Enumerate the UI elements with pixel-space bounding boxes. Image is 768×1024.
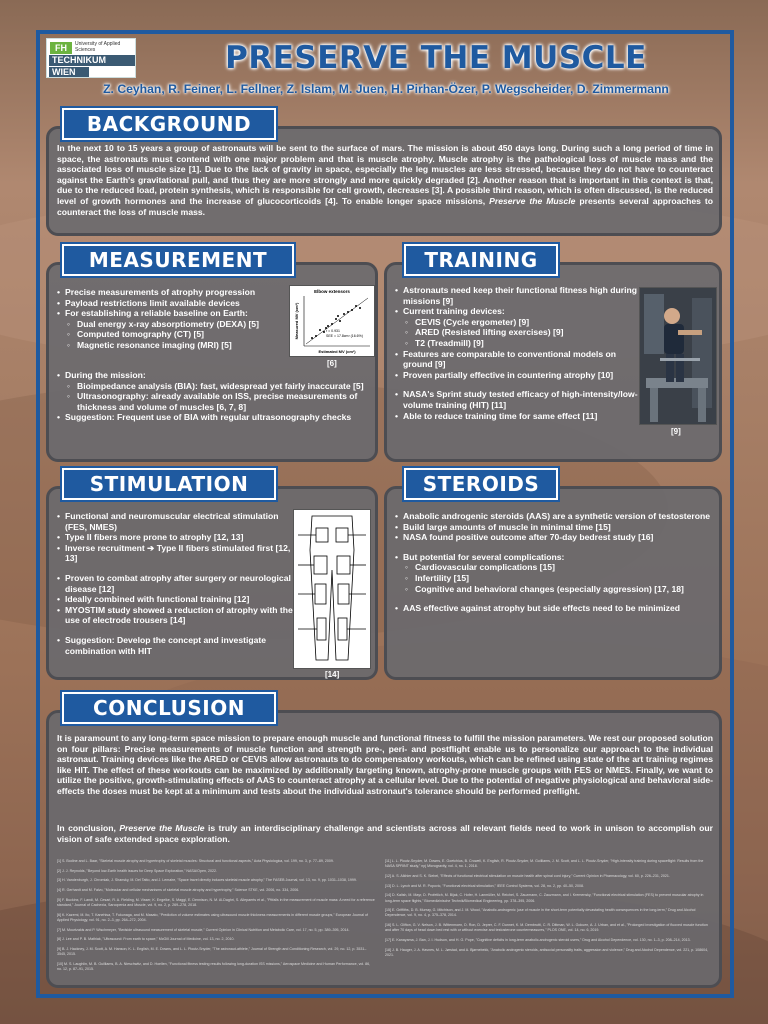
list-item: • NASA's Sprint study tested efficacy of high-intensity/low-volume training (HIT) [11] (395, 389, 639, 410)
stimulation-panel (46, 486, 378, 680)
list-item: • Suggestion: Develop the concept and investigate combination with HIT (57, 635, 293, 656)
stimulation-figure-caption: [14] (325, 670, 340, 679)
reference: [7] M. Mourtzakis and P. Wischmeyer, "Bedside ultrasound measurement of skeletal muscle," Current Opinion in Clinical Nutrition and Metabolic Care, vol. 17, no. 5, pp. 389–395, 2014. (57, 927, 350, 932)
background-text: In the next 10 to 15 years a group of astronauts will be sent to the surface of mars. The mission is about 450 days long. During such a long period of time in space, the astronauts must contend with one major problem and that is muscle atrophy. Muscle atrophy is the pathological loss of muscle mass and the associated loss of muscle size [1]. Due to the lack of gravity in space, especially the leg muscles are less stressed, because they do not have to counteract against the Earth's gravitational pull, and thus they are more strongly and more quickly degraded [2]. Another reason that is important in this context is that, due to the reduced load, protein synthesis, which is responsible for cell growth, decreases [3]. A possible third reason, which is often discussed, is the reduced level of growth hormones and the increase of glucocorticoids [4]. To enable longer space missions, Preserve the Muscle presents several approaches to counteract the loss of muscle mass. (57, 143, 714, 217)
reference: [6] K. Kazemi, M. Ito, T. Kanehisa, T. Fukunaga, and M. Masato, "Prediction of volume estimates using ultrasound muscle thickness measurements in different muscle groups," European Journal of Applied Physiology, vol. 91, no. 2–3, pp. 264–272, 2004. (57, 912, 368, 922)
poster-header (46, 36, 726, 112)
authors: Z. Ceyhan, R. Feiner, L. Fellner, Z. Islam, M. Juen, H. Pirhan-Özer, P. Wegscheider, D. Zimmermann (103, 82, 669, 96)
reference: [1] S. Bodine and L. Baar, "Skeletal muscle atrophy and hypertrophy of skeletal muscles: Structural and functional aspects," Acta Physiologica, vol. 199, no. 3, p. 77–89, 2009. (57, 859, 334, 863)
reference: [2] J. J. Reynolds, "Beyond low-Earth health issues for Deep Space Exploration," NASA/Open, 2022. (57, 868, 217, 873)
list-item: • Type II fibers more prone to atrophy [12, 13] (57, 532, 293, 543)
reference: [8] J. Lee and P. B. Mathiak, "Ultrasound: From earth to space," McGill Journal of Medicine, vol. 13, no. 2, 2010. (57, 937, 235, 942)
list-item: • Functional and neuromuscular electrical stimulation (FES, NMES) (57, 511, 293, 532)
list-item: ◦ Cardiovascular complications [15] (395, 562, 717, 573)
list-item: ◦ Cognitive and behavioral changes (especially aggression) [17, 18] (395, 584, 717, 595)
plot-title: Elbow extensors (314, 289, 350, 294)
logo-fh: FH (50, 42, 72, 54)
list-item: ◦ CEVIS (Cycle ergometer) [9] (395, 317, 639, 328)
logo-technikum: TECHNIKUM (49, 55, 135, 66)
project-name: Preserve the Muscle (489, 195, 576, 206)
list-item: • Anabolic androgenic steroids (AAS) are a synthetic version of testosterone (395, 511, 717, 522)
reference: [13] D. L. Lynch and M. R. Popovic, "Functional electrical stimulation," IEEE Control Systems, vol. 28, no. 2, pp. 40–50, 2008. (385, 883, 584, 888)
list-item: • MYOSTIM study showed a reduction of atrophy with the use of electrode trousers [14] (57, 605, 293, 626)
logo-wien: WIEN (49, 67, 89, 77)
list-item: • For establishing a reliable baseline on Earth: (57, 308, 293, 319)
y-label: Measured MV (cm³) (294, 302, 299, 340)
list-item: • Precise measurements of atrophy progression (57, 287, 293, 298)
list-item: • Features are comparable to conventional models on ground [9] (395, 349, 639, 370)
list-item: • Suggestion: Frequent use of BIA with regular ultrasonography checks (57, 412, 377, 423)
list-item: • Ideally combined with functional training [12] (57, 594, 293, 605)
reference: [12] A. S. Alkhier and S. K. Siebel, "Effects of functional electrical stimulation on muscle health after spinal cord injury," Current Opinion in Pharmacology, vol. 60, p. 226–231, 2021. (385, 873, 670, 878)
astronaut-training-photo (639, 287, 717, 425)
training-panel (384, 262, 722, 462)
references-left (57, 859, 375, 977)
list-item: • Inverse recruitment ➔ Type II fibers stimulated first [12, 13] (57, 543, 293, 564)
list-item: ◦ T2 (Treadmill) [9] (395, 338, 639, 349)
x-label: Estimated MV (cm³) (318, 349, 356, 354)
measurement-figure-caption: [6] (327, 359, 337, 368)
reference: [5] F. Buckinx, F. Landi, M. Cesari, R. A. Fielding, M. Visser, K. Engelke, S. Maggi, E. Dennison, N. M. Al-Daghri, S. Allepaerts et al., "Pitfalls in the measurement of muscle mass: A need for a reference standard," Journal of Cachexia, Sarcopenia and Muscle, vol. 9, no. 2, p. 269–278, 2018. (57, 897, 375, 908)
list-item: ◦ ARED (Resisted lifting exercises) [9] (395, 327, 639, 338)
list-item: ◦ Magnetic resonance imaging (MRI) [5] (57, 340, 293, 351)
background-panel (46, 126, 722, 236)
reference: [10] M. S. Laughlin, M. B. Guilliams, B. A. Nieschwitz, and D. Hoellen, "Functional fitness testing results following long-duration ISS missions," Aerospace Medicine and Human Performance, vol. 86, no. 12, p. 87–91, 2015. (57, 961, 371, 972)
conclusion-text: It is paramount to any long-term space mission to prepare enough muscle and functional fitness to fulfill the mission parameters. We rest our proposed solution on four pillars: Precise measurements of muscle function and strength pre-, peri- and postflight enable us to personalize our approach to the individual astronaut. Training devices like the ARED or CEVIS allow astronauts to do compensatory workouts, which can be refined using state of the art training regimes like HIT. The effect of these workouts can be maximized by additionally targeting known, atrophy-prone muscle groups with FES or NMES. Finally, we want to utilize the positive, growth-stimulating effects of AAS to counteract atrophy at a cellular level. Due to the potential of negative physiological and behavioral side-effects the doses must be kept at a minimum and tests about the individual astronaut's tolerance should be performed preflight. (57, 733, 713, 796)
reference: [17] E. Kanayama, J. Ban, J. I. Hudson, and H. G. Pope, "Cognitive deficits in long-term anabolic-androgenic steroid users," Drug and Alcohol Dependence, vol. 130, no. 1–3, p. 208–214, 2013. (385, 938, 691, 943)
training-list (395, 285, 639, 421)
r-label: r = 0.931 (326, 329, 340, 333)
references-right (385, 859, 711, 963)
list-item: ◦ Computed tomography (CT) [5] (57, 329, 293, 340)
electrode-trousers-drawing (294, 510, 370, 668)
training-figure-caption: [9] (671, 427, 681, 436)
measurement-heading: MEASUREMENT (62, 244, 294, 276)
background-heading: BACKGROUND (62, 108, 276, 140)
conclusion-panel (46, 710, 722, 988)
stimulation-heading: STIMULATION (62, 468, 276, 500)
measurement-panel (46, 262, 378, 462)
electrode-trousers-figure (293, 509, 371, 669)
steroids-heading: STEROIDS (404, 468, 558, 500)
reference: [16] S. L. Glifton, G. V. Nelson, J. B. Wittenmoen, D. Ron, D. Jeprer, C. F. Dunnet, K. M. Dembrutti, C. R. Dittman, W. L. Gokuen, A. J. Urban, and et al., "Prolonged investigation of fluoxed muscle function and after 70 days of head down bed rest with or without exercise and testosterone countermeasures," PLOS ONE, vol. 14, no. 6, 2019. (385, 923, 708, 933)
reference: [18] J. B. Hauger, J. A. Havnes, M. L. Jørstad, and A. Bjørnebekk, "Anabolic androgenic steroids, antisocial personality traits, aggression and violence," Drug and Alcohol Dependence, vol. 221, p. 108604, 2021. (385, 947, 709, 957)
see-label: SEE = 17.8cm³ (16.6%) (326, 334, 363, 338)
steroids-panel (384, 486, 722, 680)
conclusion-heading: CONCLUSION (62, 692, 276, 724)
list-item: • Proven partially effective in countering atrophy [10] (395, 370, 639, 381)
list-item: • Current training devices: (395, 306, 639, 317)
list-item: • Build large amounts of muscle in minimal time [15] (395, 522, 717, 533)
reference: [11] L. L. Ploutz-Snyder, M. Downs, E. Goetchius, B. Crowell, K. English, R. Ploutz-Snyder, M. Guilliams, J. M. Scott, and L. L. Ploutz-Snyder, "High-intensity training during spaceflight: Results from the NASA SPRINT study," npj Microgravity, vol. 4, no. 1, 2018. (385, 859, 704, 869)
list-item: ◦ Bioimpedance analysis (BIA): fast, widespread yet fairly inaccurate [5] (57, 381, 377, 392)
list-item: ◦ Dual energy x-ray absorptiometry (DEXA) [5] (57, 319, 293, 330)
poster-title: PRESERVE THE MUSCLE (225, 40, 647, 76)
logo-university: University of Applied Sciences (75, 41, 121, 53)
measurement-list-bottom (57, 370, 377, 423)
reference: [14] D. Kalish, M. Mayr, D. Profetlich, M. Bijak, C. Hofer, H. Lanmüller, M. Reichel, S. Zauzmann, C. Zauzmann, and I. Kremensky, "Functional electrical stimulation (FES) to prevent muscular atrophy in long-term space flights," Biomedizinische Technik/Biomedical Engineering, pp. 378–395, 2006. (385, 893, 704, 903)
steroids-list (395, 511, 717, 614)
training-heading: TRAINING (404, 244, 558, 276)
list-item: • During the mission: (57, 370, 377, 381)
list-item: • NASA found positive outcome after 70-day bedrest study [16] (395, 532, 717, 543)
list-item: • Proven to combat atrophy after surgery or neurological disease [12] (57, 573, 293, 594)
reference: [4] R. Gerhardt and M. Falvo, "Molecular and cellular mechanisms of skeletal muscle atrophy and hypertrophy," Science STKE, vol. 2006, no. 334, 2006. (57, 888, 300, 893)
scatter-plot (290, 286, 374, 356)
astronaut-on-ared-illustration (640, 288, 716, 424)
conclusion-summary: In conclusion, Preserve the Muscle is truly an interdisciplinary challenge and scientists across all relevant fields need to work in unison to accomplish our vision of safe extended space exploration. (57, 823, 713, 844)
list-item: ◦ Infertility [15] (395, 573, 717, 584)
list-item: ◦ Ultrasonography: already available on ISS, precise measurements of thickness and volume of muscles [6, 7, 8] (57, 391, 377, 412)
measurement-list-top (57, 287, 293, 351)
list-item: • Astronauts need keep their functional fitness high during missions [9] (395, 285, 639, 306)
reference: [3] H. Vandenburgh, J. Chromiak, J. Shansky, M. Del Tatto, and J. Lemaire, "Space travel directly induces skeletal muscle atrophy," The FASEB Journal, vol. 13, no. 9, pp. 1031–1038, 1999. (57, 878, 357, 883)
reference: [9] B. J. Hackney, J. M. Scott, A. M. Hanson, K. L. English, M. E. Downs, and L. L. Ploutz-Snyder, "The astronaut-athlete," Journal of Strength and Conditioning Research, vol. 29, no. 12, p. 3531–3545, 2015. (57, 947, 367, 957)
list-item: • Payload restrictions limit available devices (57, 298, 293, 309)
stimulation-list (57, 511, 293, 656)
fh-technikum-logo (46, 38, 136, 78)
project-name: Preserve the Muscle (119, 823, 205, 833)
list-item: • Able to reduce training time for same effect [11] (395, 411, 639, 422)
reference: [15] E. Griffiths, D. B. Murray, G. Mitchison, and J. M. Wood, "Anabolic-androgenic (use of muscle in the short-term potentially devastating health consequences in the long-term," Drug and Alcohol Dependence, vol. 9, no. 4, p. 375–378, 2014. (385, 908, 696, 918)
list-item: • But potential for several complications: (395, 552, 717, 563)
list-item: • AAS effective against atrophy but side effects need to be minimized (395, 603, 717, 614)
muscle-volume-scatter-figure (289, 285, 375, 357)
